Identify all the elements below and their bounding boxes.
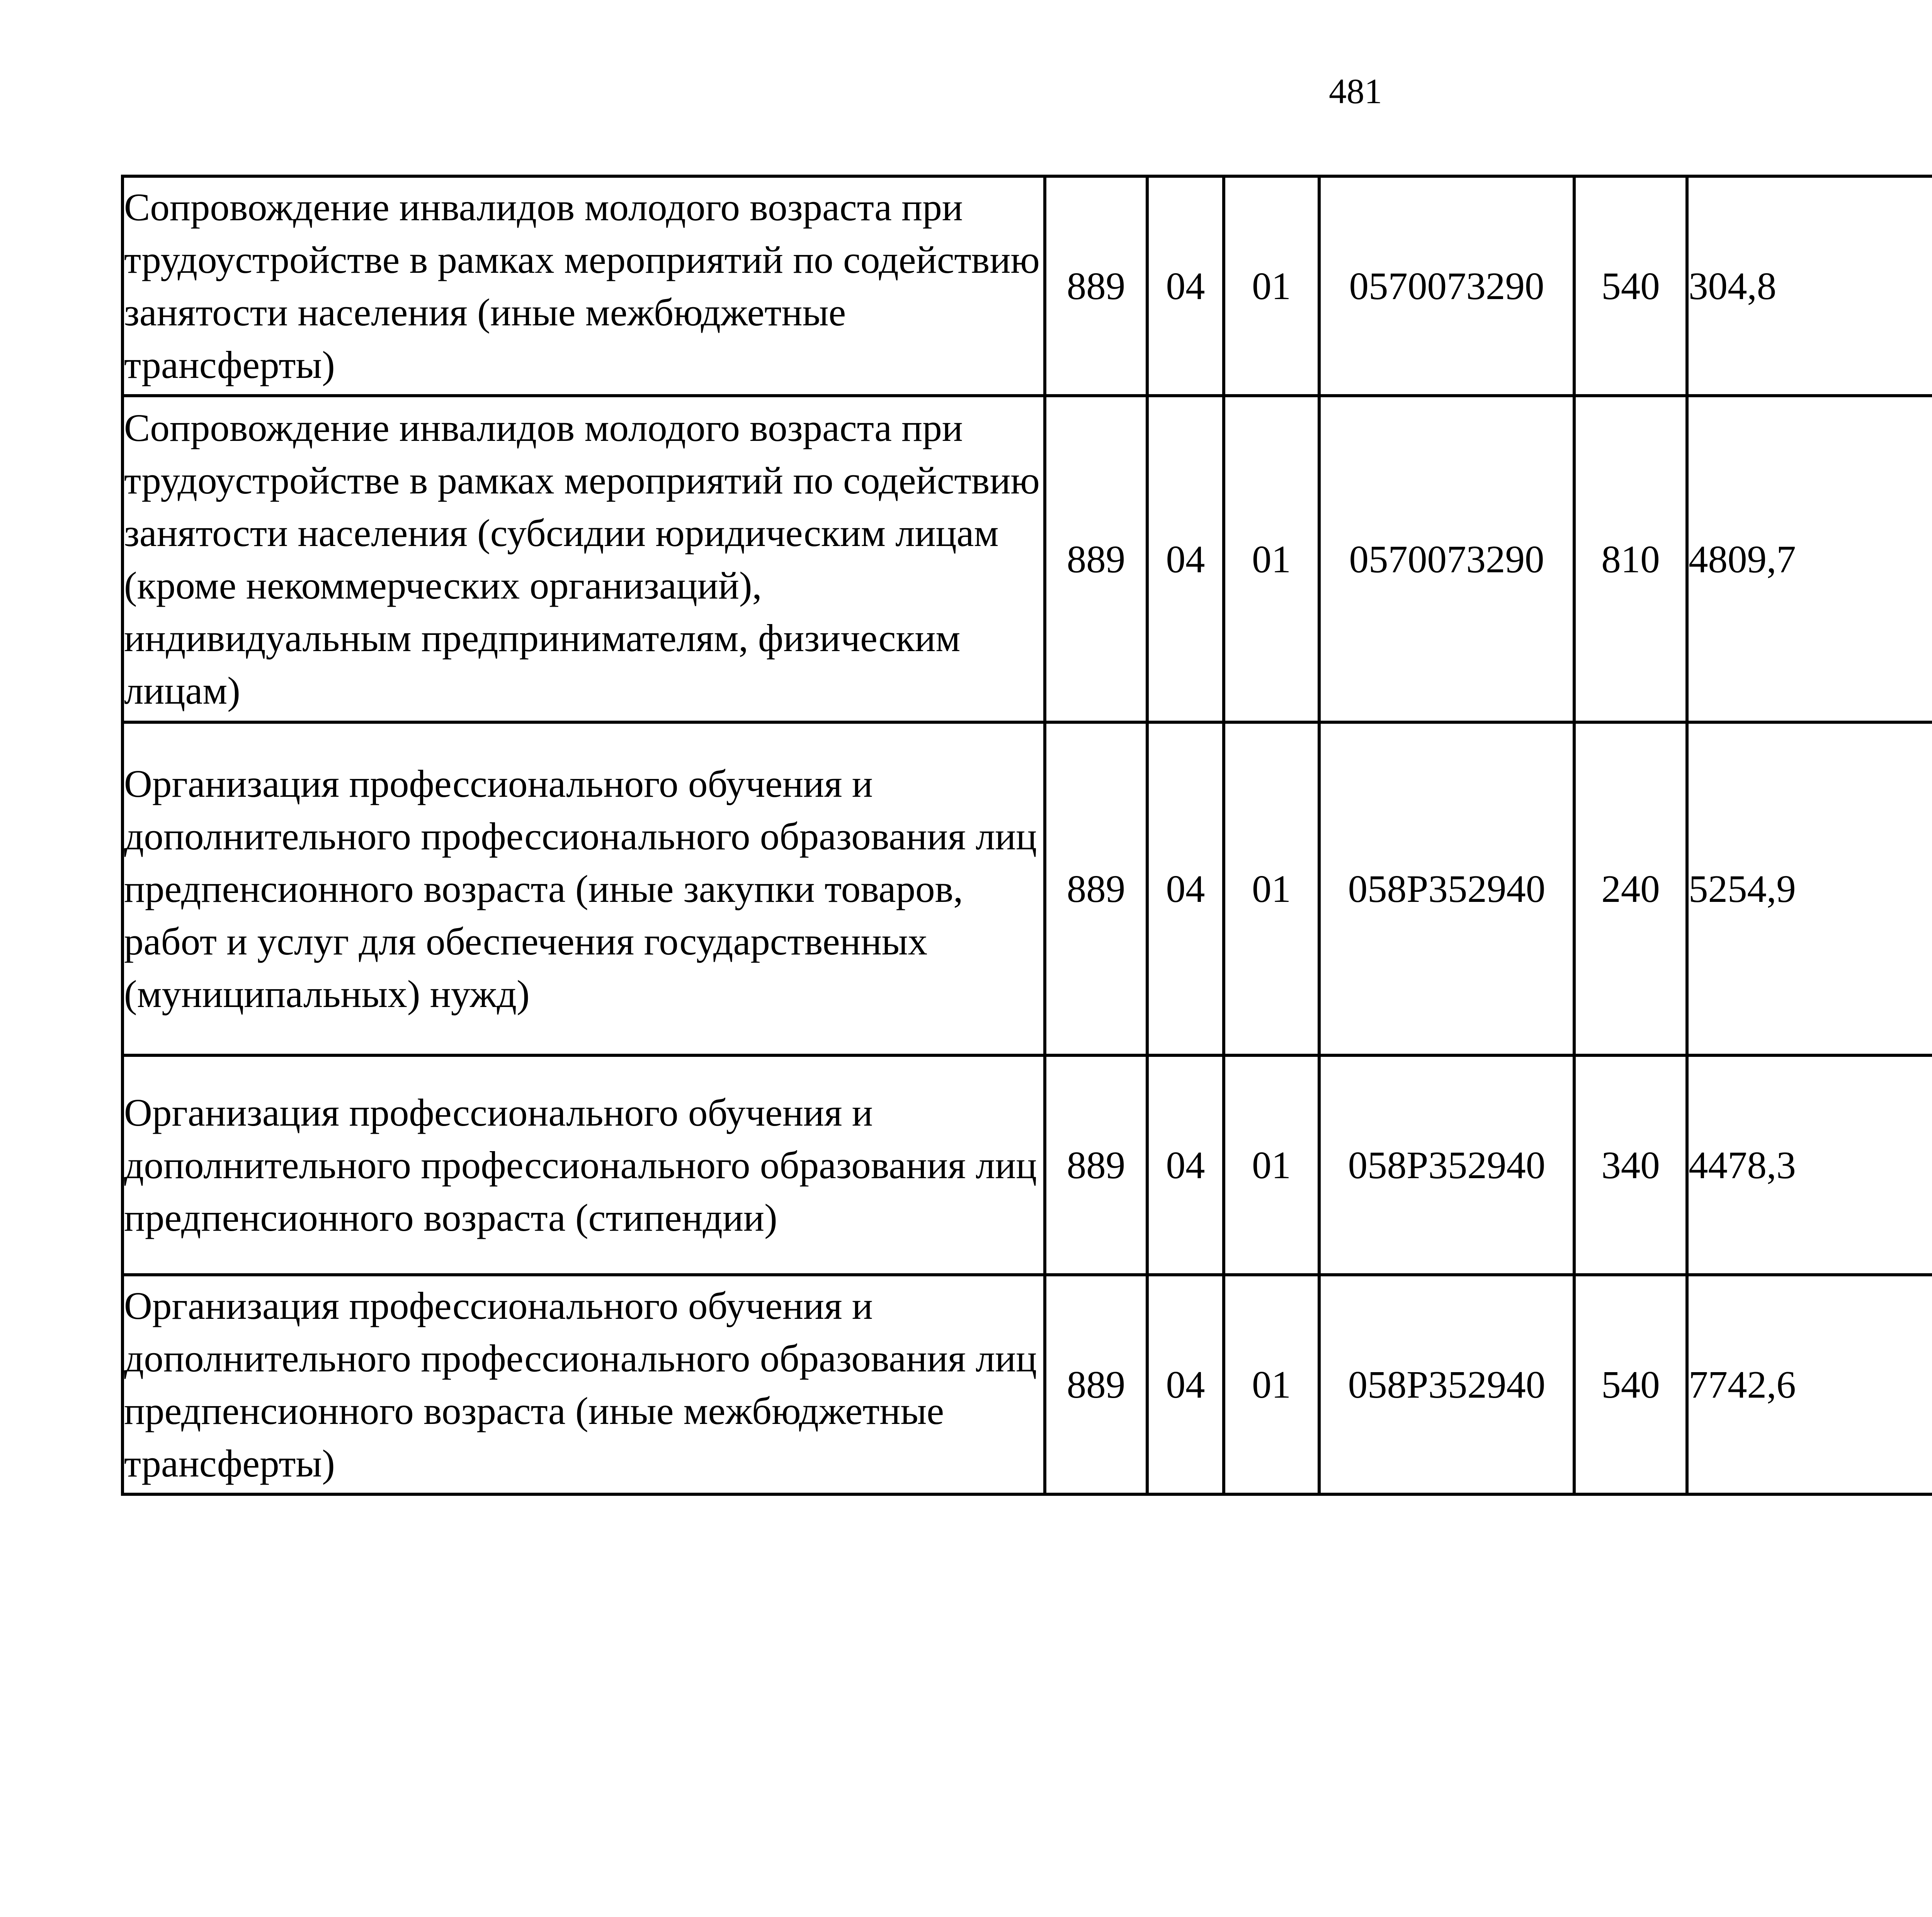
section-code: 04 [1147,176,1224,396]
amount-year-1: 7742,6 [1687,1275,1932,1494]
page-number: 481 [1329,71,1382,111]
amount-year-1: 5254,9 [1687,722,1932,1055]
ministry-code: 889 [1045,722,1147,1055]
ministry-code: 889 [1045,176,1147,396]
table-row [122,722,1932,1055]
table-row [122,176,1932,396]
target-article-code: 0570073290 [1319,176,1574,396]
expense-type-code: 340 [1574,1055,1687,1275]
ministry-code: 889 [1045,1055,1147,1275]
amount-year-1: 4809,7 [1687,396,1932,722]
subsection-code: 01 [1224,396,1319,722]
subsection-code: 01 [1224,1275,1319,1494]
section-code: 04 [1147,722,1224,1055]
row-description: Организация профессионального обучения и дополнительного профессионального образования лиц предпенсионного возраста (стипендии) [122,1055,1045,1275]
subsection-code: 01 [1224,722,1319,1055]
amount-year-1: 4478,3 [1687,1055,1932,1275]
table-row [122,396,1932,722]
ministry-code: 889 [1045,396,1147,722]
expense-type-code: 540 [1574,176,1687,396]
table-row [122,1055,1932,1275]
table-row [122,1275,1932,1494]
expense-type-code: 540 [1574,1275,1687,1494]
expense-type-code: 240 [1574,722,1687,1055]
row-description: Организация профессионального обучения и дополнительного профессионального образования лиц предпенсионного возраста (иные закупки товаров, работ и услуг для обеспечения государственных (муниципальных) нужд) [122,722,1045,1055]
subsection-code: 01 [1224,1055,1319,1275]
expense-type-code: 810 [1574,396,1687,722]
target-article-code: 058P352940 [1319,1275,1574,1494]
row-description: Сопровождение инвалидов молодого возраста при трудоустройстве в рамках мероприятий по содействию занятости населения (субсидии юридическим лицам (кроме некоммерческих организаций), индивидуальным предпринимателям, физическим лицам) [122,396,1045,722]
section-code: 04 [1147,396,1224,722]
row-description: Сопровождение инвалидов молодого возраста при трудоустройстве в рамках мероприятий по содействию занятости населения (иные межбюджетные трансферты) [122,176,1045,396]
target-article-code: 0570073290 [1319,396,1574,722]
section-code: 04 [1147,1055,1224,1275]
amount-year-1: 304,8 [1687,176,1932,396]
budget-table [121,175,1932,1496]
section-code: 04 [1147,1275,1224,1494]
row-description: Организация профессионального обучения и дополнительного профессионального образования лиц предпенсионного возраста (иные межбюджетные трансферты) [122,1275,1045,1494]
target-article-code: 058P352940 [1319,722,1574,1055]
subsection-code: 01 [1224,176,1319,396]
ministry-code: 889 [1045,1275,1147,1494]
target-article-code: 058P352940 [1319,1055,1574,1275]
